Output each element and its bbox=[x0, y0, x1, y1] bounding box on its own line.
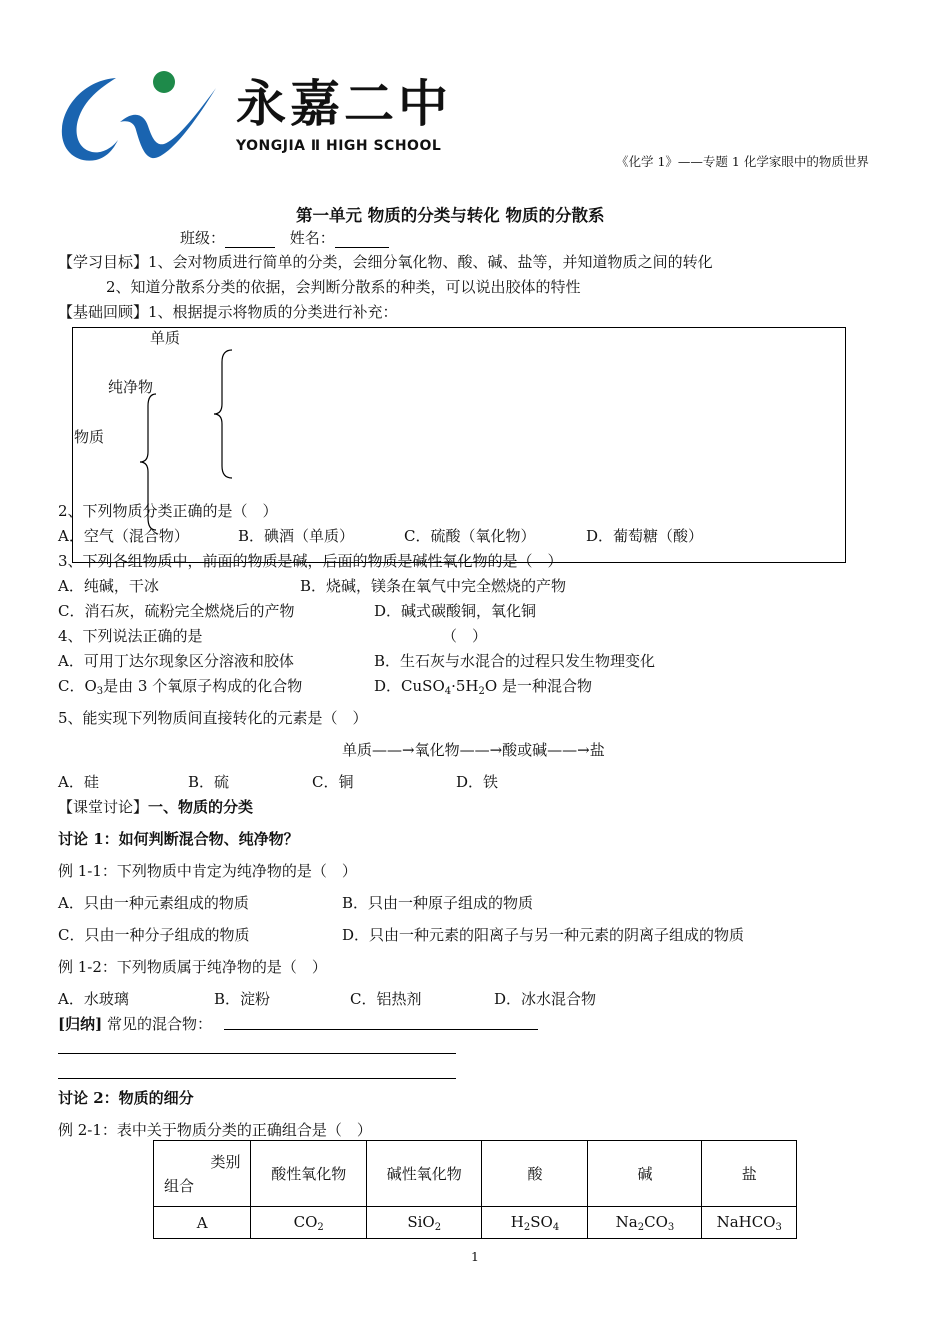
q4-d-sub2: 2 bbox=[478, 686, 485, 697]
brace-inner-icon bbox=[210, 348, 234, 480]
page-title: 第一单元 物质的分类与转化 物质的分散系 bbox=[296, 206, 605, 225]
q2-option-d: D．葡萄糖（酸） bbox=[586, 527, 704, 545]
q4-option-d bbox=[374, 675, 592, 697]
q3-option-c: C．消石灰，硫粉完全燃烧后的产物 bbox=[58, 602, 295, 620]
cell-sub: 2 bbox=[637, 1221, 645, 1233]
q4-option-c bbox=[58, 675, 302, 697]
cell-text: CO bbox=[644, 1212, 668, 1231]
q3-stem: 3、下列各组物质中，前面的物质是碱，后面的物质是碱性氧化物的是（ ） bbox=[58, 552, 563, 570]
q4-c-pre: C．O bbox=[58, 677, 97, 695]
logo-chinese-name: 永嘉二中 bbox=[236, 74, 452, 133]
class-blank bbox=[225, 229, 275, 248]
logo-ci-icon bbox=[58, 64, 233, 174]
summary-blank-2 bbox=[58, 1053, 456, 1054]
example-2-1: 例 2-1：表中关于物质分类的正确组合是（ ） bbox=[58, 1121, 372, 1139]
q2-option-a: A．空气（混合物） bbox=[58, 527, 189, 545]
table-cell bbox=[251, 1207, 366, 1239]
table-cell bbox=[482, 1207, 588, 1239]
discussion-tag: 【课堂讨论】 bbox=[58, 798, 149, 816]
q4-c-post: 是由 3 个氧原子构成的化合物 bbox=[103, 677, 303, 695]
summary-blank-3 bbox=[58, 1078, 456, 1079]
discussion-2: 讨论 2：物质的细分 bbox=[58, 1089, 194, 1107]
name-label: 姓名： bbox=[289, 229, 335, 247]
ex12-option-b: B．淀粉 bbox=[214, 990, 271, 1008]
q2-stem: 2、下列物质分类正确的是（ ） bbox=[58, 502, 278, 520]
tree-wuzhi: 物质 bbox=[74, 428, 105, 446]
ex12-option-c: C．铝热剂 bbox=[350, 990, 422, 1008]
q4-d-mid: ·5H bbox=[451, 677, 479, 695]
cell-sub: 3 bbox=[775, 1221, 782, 1233]
cell-sub: 3 bbox=[667, 1221, 675, 1233]
q3-option-a: A．纯碱，干冰 bbox=[58, 577, 159, 595]
cell-sub: 4 bbox=[552, 1221, 560, 1233]
cell-text: Na bbox=[615, 1212, 638, 1231]
table-header-cell: 碱性氧化物 bbox=[366, 1141, 482, 1207]
q4-d-pre: D．CuSO bbox=[374, 677, 445, 695]
ex11-option-b: B．只由一种原子组成的物质 bbox=[342, 894, 534, 912]
table-header-cell: 碱 bbox=[588, 1141, 702, 1207]
objectives-tag: 【学习目标】 bbox=[58, 253, 149, 271]
cell-text: NaHCO bbox=[716, 1212, 776, 1231]
discussion-heading: 一、物质的分类 bbox=[148, 798, 254, 816]
page-number: 1 bbox=[471, 1249, 479, 1264]
q4-d-sub1: 4 bbox=[444, 686, 452, 697]
logo-english-name: YONGJIA Ⅱ HIGH SCHOOL bbox=[236, 138, 442, 154]
table-row-label: A bbox=[154, 1207, 251, 1239]
q5-stem: 5、能实现下列物质间直接转化的元素是（ ） bbox=[58, 709, 368, 727]
q4-c-sub: 3 bbox=[96, 686, 104, 697]
ex11-option-a: A．只由一种元素组成的物质 bbox=[58, 894, 249, 912]
table-header-cell: 盐 bbox=[702, 1141, 797, 1207]
school-logo bbox=[58, 64, 452, 174]
objective-1: 1、会对物质进行简单的分类，会细分氧化物、酸、碱、盐等，并知道物质之间的转化 bbox=[148, 253, 713, 271]
q5-option-a: A．硅 bbox=[58, 773, 99, 791]
cell-sub: 2 bbox=[523, 1221, 531, 1233]
q3-option-b: B．烧碱，镁条在氧气中完全燃烧的产物 bbox=[300, 577, 567, 595]
ex11-option-d: D．只由一种元素的阳离子与另一种元素的阴离子组成的物质 bbox=[342, 926, 745, 944]
summary-tag: [归纳] bbox=[58, 1015, 103, 1033]
review-text: 1、根据提示将物质的分类进行补充： bbox=[148, 303, 398, 321]
name-blank bbox=[335, 229, 389, 248]
class-name-line bbox=[180, 227, 389, 248]
table-header-cell: 酸性氧化物 bbox=[251, 1141, 366, 1207]
table-cell bbox=[588, 1207, 702, 1239]
corner-top-label: 类别 bbox=[210, 1153, 241, 1171]
tree-chunjingwu: 纯净物 bbox=[108, 378, 154, 396]
summary-blank-1 bbox=[224, 1029, 538, 1030]
table-cell bbox=[366, 1207, 482, 1239]
ex11-option-c: C．只由一种分子组成的物质 bbox=[58, 926, 250, 944]
q4-d-post: O 是一种混合物 bbox=[484, 677, 592, 695]
review-line bbox=[58, 301, 398, 322]
ex12-option-a: A．水玻璃 bbox=[58, 990, 129, 1008]
q3-option-d: D．碱式碳酸铜，氧化铜 bbox=[374, 602, 537, 620]
objectives-line1 bbox=[58, 251, 713, 272]
q2-option-b: B．碘酒（单质） bbox=[238, 527, 355, 545]
ex12-option-d: D．冰水混合物 bbox=[494, 990, 597, 1008]
q5-option-c: C．铜 bbox=[312, 773, 354, 791]
tree-danzhi: 单质 bbox=[150, 329, 181, 347]
q4-paren: （ ） bbox=[442, 627, 488, 645]
q5-option-d: D．铁 bbox=[456, 773, 499, 791]
q4-option-a: A．可用丁达尔现象区分溶液和胶体 bbox=[58, 652, 294, 670]
q5-option-b: B．硫 bbox=[188, 773, 230, 791]
corner-bottom-label: 组合 bbox=[164, 1177, 195, 1195]
cell-sub: 2 bbox=[317, 1221, 324, 1233]
summary-text: 常见的混合物： bbox=[102, 1015, 212, 1033]
header-note: 《化学 1》——专题 1 化学家眼中的物质世界 bbox=[616, 154, 869, 169]
cell-sub: 2 bbox=[434, 1221, 442, 1233]
cell-text: SO bbox=[530, 1212, 553, 1231]
discussion-line bbox=[58, 796, 253, 817]
discussion-1: 讨论 1：如何判断混合物、纯净物？ bbox=[58, 830, 299, 848]
q4-stem: 4、下列说法正确的是 bbox=[58, 627, 203, 645]
q2-option-c: C．硫酸（氧化物） bbox=[404, 527, 536, 545]
table-header-row bbox=[154, 1141, 797, 1207]
classification-table bbox=[153, 1140, 797, 1239]
q4-option-b: B．生石灰与水混合的过程只发生物理变化 bbox=[374, 652, 656, 670]
table-cell bbox=[702, 1207, 797, 1239]
cell-text: CO bbox=[293, 1212, 318, 1231]
example-1-2: 例 1-2：下列物质属于纯净物的是（ ） bbox=[58, 958, 327, 976]
cell-text: H bbox=[510, 1212, 524, 1231]
q5-chain: 单质——→氧化物——→酸或碱——→盐 bbox=[342, 741, 605, 759]
example-1-1: 例 1-1：下列物质中肯定为纯净物的是（ ） bbox=[58, 862, 357, 880]
cell-text: SiO bbox=[407, 1212, 435, 1231]
table-corner-cell bbox=[154, 1141, 251, 1207]
summary-line bbox=[58, 1013, 212, 1034]
objective-2: 2、知道分散系分类的依据，会判断分散系的种类，可以说出胶体的特性 bbox=[106, 278, 581, 296]
class-label: 班级： bbox=[180, 229, 226, 247]
review-tag: 【基础回顾】 bbox=[58, 303, 149, 321]
table-header-cell: 酸 bbox=[482, 1141, 588, 1207]
table-row bbox=[154, 1207, 797, 1239]
